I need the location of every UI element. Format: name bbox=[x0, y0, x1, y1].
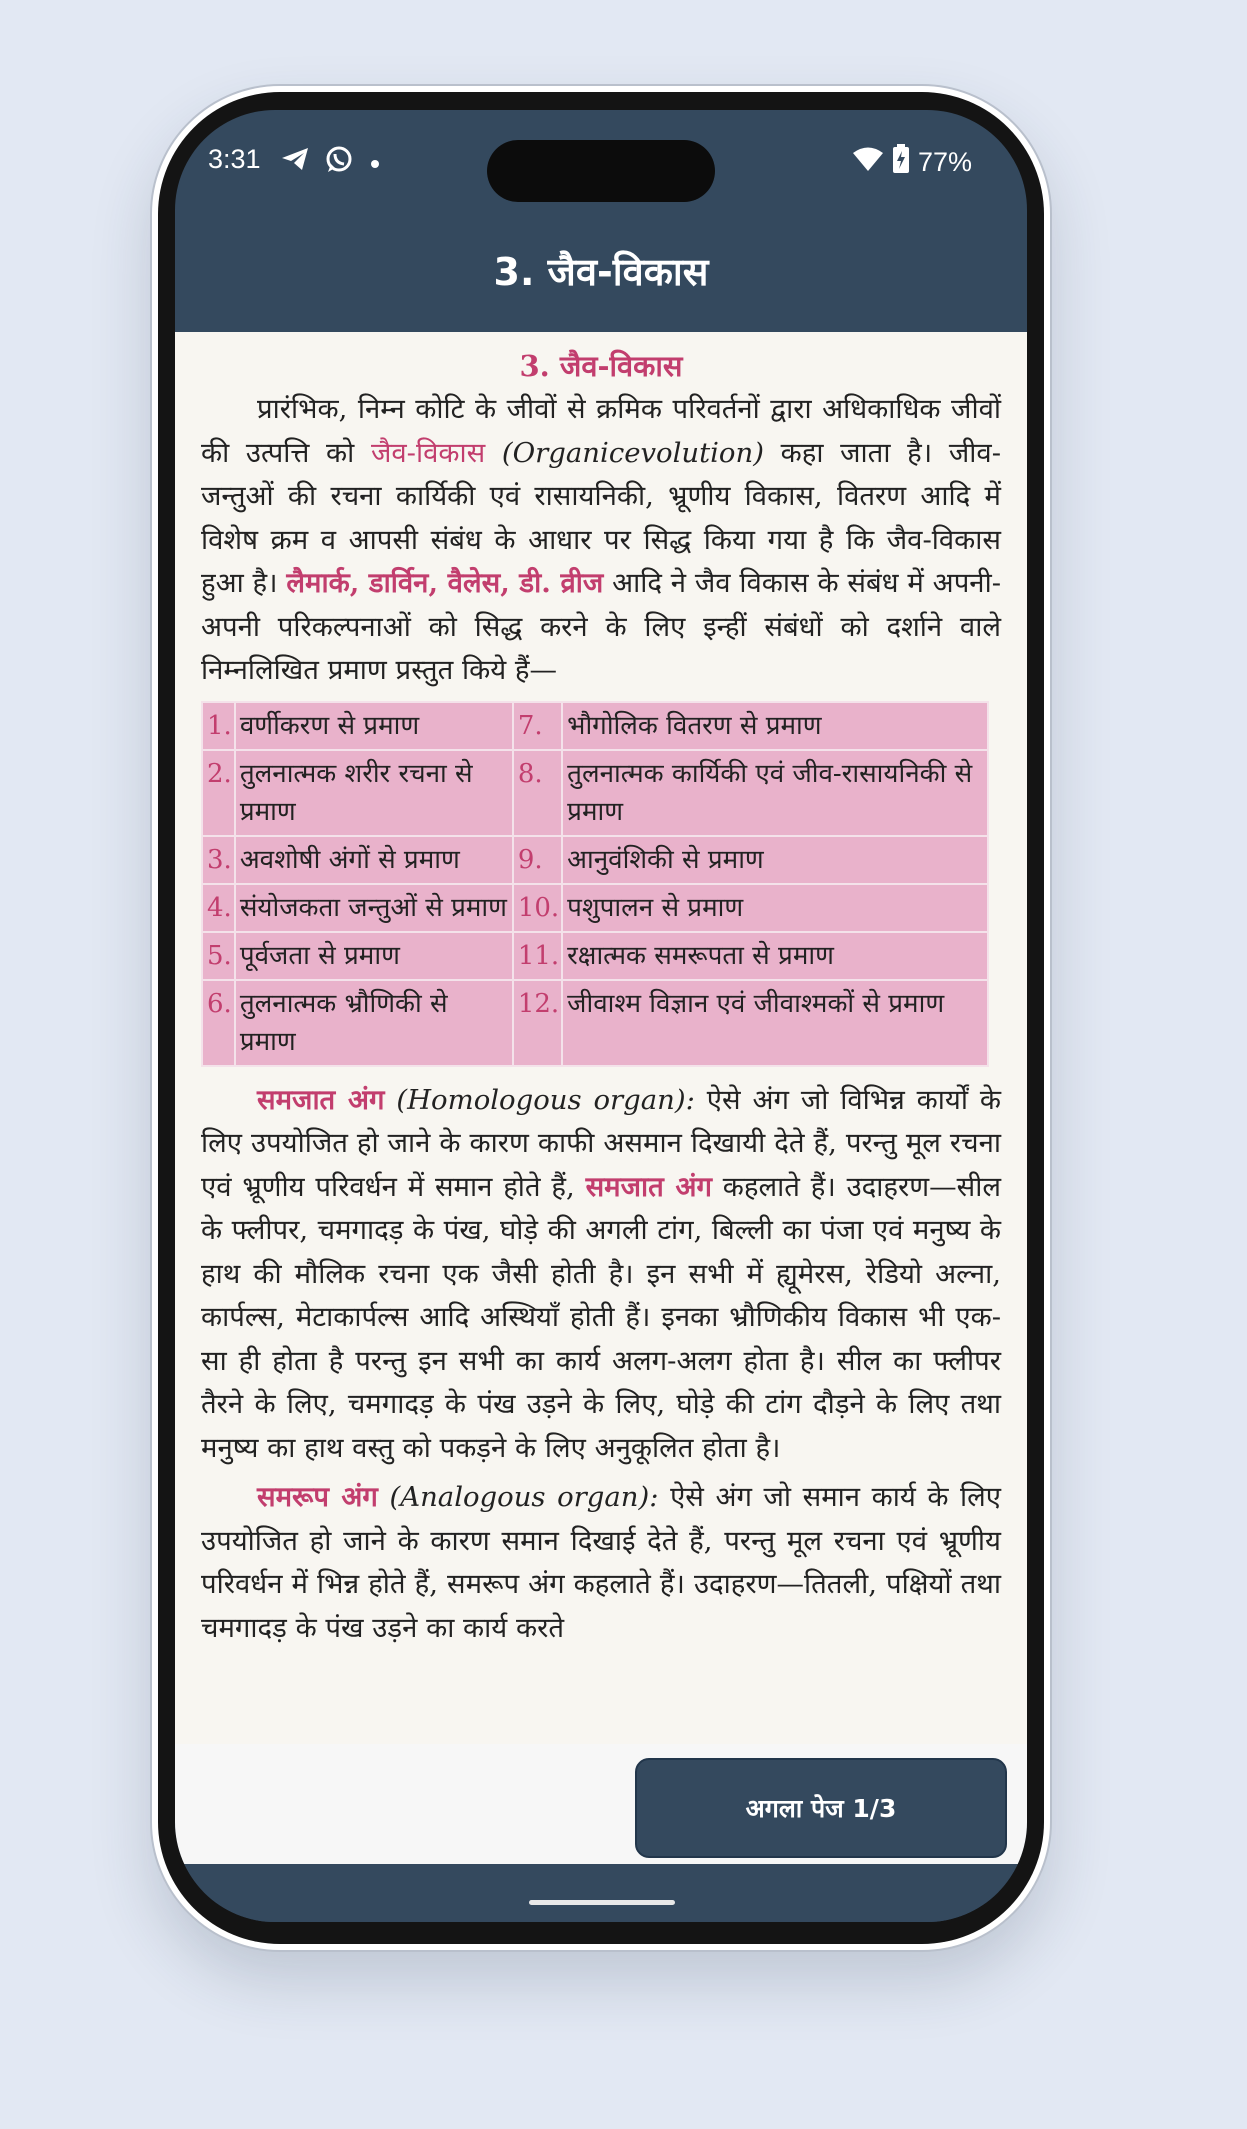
intro-text-1: प्रारंभिक, निम्न कोटि के जीवों से क्रमिक परिवर्तनों द्वारा अधिकाधिक जीवों की उत्पत्ति को bbox=[201, 393, 1001, 469]
analogous-term: समरूप अंग bbox=[257, 1481, 378, 1513]
next-page-button[interactable]: अगला पेज 1/3 bbox=[635, 1758, 1007, 1858]
navigation-bar bbox=[175, 1864, 1027, 1922]
intro-text-2: कहा जाता है। जीव-जन्तुओं की रचना कार्यिकी एवं रासायनिकी, भ्रूणीय विकास, वितरण आदि में विशेष क्रम व आपसी संबंध के आधार पर सिद्ध किया गया है कि जैव-विकास हुआ है। bbox=[201, 436, 1001, 599]
scanned-page bbox=[201, 344, 1001, 1650]
table-cell: भौगोलिक वितरण से प्रमाण bbox=[562, 702, 988, 750]
homologous-english: (Homologous organ): bbox=[396, 1083, 695, 1116]
status-system-icons bbox=[852, 144, 972, 181]
analogous-english: (Analogous organ): bbox=[389, 1481, 659, 1513]
table-cell: अवशोषी अंगों से प्रमाण bbox=[235, 836, 513, 884]
whatsapp-icon bbox=[324, 144, 354, 181]
page-title: 3. जैव-विकास bbox=[493, 250, 709, 294]
battery-percent: 77% bbox=[917, 147, 972, 177]
table-cell: तुलनात्मक कार्यिकी एवं जीव-रासायनिकी से प्रमाण bbox=[562, 750, 988, 836]
homologous-paragraph bbox=[201, 1079, 1001, 1471]
app-bar bbox=[175, 210, 1027, 332]
intro-term: जैव-विकास bbox=[370, 436, 486, 469]
table-number: 5. bbox=[202, 932, 235, 980]
battery-icon bbox=[892, 144, 910, 181]
table-cell: वर्णीकरण से प्रमाण bbox=[235, 702, 513, 750]
intro-text-3: आदि ने जैव विकास के संबंध में अपनी-अपनी परिकल्पनाओं को सिद्ध करने के लिए इन्हीं संबंधों को दर्शाने वाले निम्नलिखित प्रमाण प्रस्तुत किये हैं— bbox=[201, 567, 1001, 686]
homologous-term-2: समजात अंग bbox=[585, 1170, 712, 1203]
home-indicator[interactable] bbox=[529, 1900, 675, 1905]
table-number: 2. bbox=[202, 750, 235, 836]
table-cell: तुलनात्मक शरीर रचना से प्रमाण bbox=[235, 750, 513, 836]
table-cell: आनुवंशिकी से प्रमाण bbox=[562, 836, 988, 884]
table-cell: रक्षात्मक समरूपता से प्रमाण bbox=[562, 932, 988, 980]
phone-screen bbox=[175, 110, 1027, 1922]
telegram-icon bbox=[280, 146, 310, 179]
page-content[interactable] bbox=[175, 332, 1027, 1744]
homologous-term: समजात अंग bbox=[257, 1083, 385, 1116]
table-row bbox=[202, 884, 988, 932]
intro-paragraph bbox=[201, 388, 1001, 693]
status-bar bbox=[175, 110, 1027, 210]
evidence-table bbox=[201, 701, 989, 1067]
table-number: 9. bbox=[513, 836, 562, 884]
chapter-heading: 3. जैव-विकास bbox=[519, 349, 683, 383]
camera-island bbox=[487, 140, 715, 202]
status-time: 3:31 bbox=[208, 144, 261, 174]
table-number: 6. bbox=[202, 980, 235, 1066]
table-cell: जीवाश्म विज्ञान एवं जीवाश्मकों से प्रमाण bbox=[562, 980, 988, 1066]
table-number: 11. bbox=[513, 932, 562, 980]
table-number: 7. bbox=[513, 702, 562, 750]
intro-scientists: लैमार्क, डार्विन, वैलेस, डी. व्रीज bbox=[286, 567, 604, 599]
table-number: 12. bbox=[513, 980, 562, 1066]
homologous-text-2: कहलाते हैं। उदाहरण—सील के फ्लीपर, चमगादड़ के पंख, घोड़े की अगली टांग, बिल्ली का पंजा एवं मनुष्य के हाथ की मौलिक रचना एक जैसी होती है। इन सभी में ह्यूमेरस, रेडियो अल्ना, कार्पल्स, मेटाकार्पल्स आदि अस्थियाँ होती हैं। इनका भ्रौणिकीय विकास भी एक-सा ही होता है परन्तु इन सभी का कार्य अलग-अलग होता है। सील का फ्लीपर तैरने के लिए, चमगादड़ के पंख उड़ने के लिए, घोड़े की टांग दौड़ने के लिए तथा मनुष्य का हाथ वस्तु को पकड़ने के लिए अनुकूलित होता है। bbox=[201, 1170, 1001, 1464]
analogous-paragraph bbox=[201, 1476, 1001, 1650]
table-row bbox=[202, 750, 988, 836]
table-number: 1. bbox=[202, 702, 235, 750]
table-row bbox=[202, 836, 988, 884]
table-cell: संयोजकता जन्तुओं से प्रमाण bbox=[235, 884, 513, 932]
table-cell: पशुपालन से प्रमाण bbox=[562, 884, 988, 932]
table-row bbox=[202, 932, 988, 980]
table-number: 3. bbox=[202, 836, 235, 884]
analogous-text-1: ऐसे अंग जो समान कार्य के लिए उपयोजित हो जाने के कारण समान दिखाई देते हैं, परन्तु मूल रचना एवं भ्रूणीय परिवर्धन में भिन्न होते हैं, समरूप अंग कहलाते हैं। उदाहरण—तितली, पक्षियों तथा चमगादड़ के पंख उड़ने का कार्य करते bbox=[201, 1481, 1002, 1644]
status-notification-icons bbox=[280, 144, 382, 181]
table-number: 8. bbox=[513, 750, 562, 836]
table-number: 4. bbox=[202, 884, 235, 932]
homologous-text-1: ऐसे अंग जो विभिन्न कार्यों के लिए उपयोजित हो जाने के कारण काफी असमान दिखायी देते हैं, परन्तु मूल रचना एवं भ्रूणीय परिवर्धन में समान होते हैं, bbox=[201, 1083, 1001, 1203]
table-row bbox=[202, 702, 988, 750]
table-cell: पूर्वजता से प्रमाण bbox=[235, 932, 513, 980]
table-cell: तुलनात्मक भ्रौणिकी से प्रमाण bbox=[235, 980, 513, 1066]
table-row bbox=[202, 980, 988, 1066]
wifi-icon bbox=[852, 146, 884, 179]
table-number: 10. bbox=[513, 884, 562, 932]
dot-icon bbox=[368, 147, 382, 178]
intro-english: (Organicevolution) bbox=[501, 436, 764, 469]
